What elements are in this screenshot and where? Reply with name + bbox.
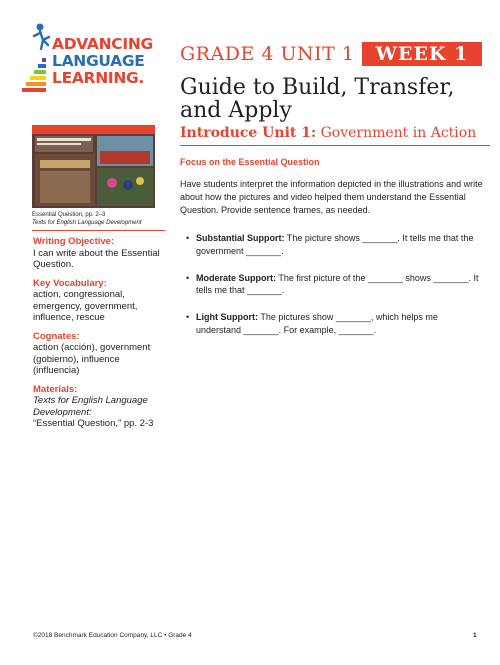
list-item	[186, 311, 481, 337]
key-vocabulary-text: action, congressional, emergency, government, influence, rescue	[33, 289, 138, 323]
logo-stairs-icon	[14, 18, 54, 110]
key-vocabulary-label: Key Vocabulary:	[33, 277, 107, 289]
page-title: Guide to Build, Transfer, and Apply	[180, 75, 455, 123]
list-item	[186, 272, 481, 298]
subtitle-rest: Government in Action	[316, 125, 477, 141]
materials-title: Texts for English Language Development:	[33, 395, 148, 418]
week-badge: WEEK 1	[362, 42, 482, 66]
grade-unit-label: GRADE 4 UNIT 1	[180, 43, 355, 65]
page-subtitle	[180, 125, 490, 141]
list-item	[186, 232, 481, 258]
advancing-language-learning-logo	[14, 18, 164, 110]
materials-label: Materials:	[33, 383, 78, 395]
logo-text-learning: LEARNING.	[52, 69, 145, 87]
sidebar	[33, 236, 161, 430]
cognates-label: Cognates:	[33, 330, 80, 342]
writing-objective-text: I can write about the Essential Question.	[33, 247, 160, 270]
cognates-text: action (acción), government (gobierno), influence (influencia)	[33, 342, 151, 376]
materials-reference: “Essential Question,” pp. 2-3	[33, 418, 154, 429]
subtitle-divider	[180, 145, 490, 146]
support-list	[186, 232, 481, 351]
sentence-frame: The pictures show _______, which helps me understand _______. For example, _______.	[196, 312, 438, 335]
footer-copyright: ©2018 Benchmark Education Company, LLC • Grade 4	[33, 632, 192, 639]
thumbnail-caption	[32, 212, 162, 227]
caption-line-2: Texts for English Language Development	[32, 219, 142, 226]
support-level-label: Substantial Support:	[196, 233, 285, 243]
logo-text-advancing: ADVANCING	[52, 35, 153, 53]
logo-text-language: LANGUAGE	[52, 52, 145, 70]
thumbnail-illustration	[32, 125, 155, 208]
writing-objective-label: Writing Objective:	[33, 236, 115, 247]
support-level-label: Light Support:	[196, 312, 258, 323]
intro-paragraph: Have students interpret the information depicted in the illustrations and write about how the pictures and video helped them understand the Essential Question. Provide sentence frames, as needed.	[180, 179, 483, 215]
sentence-frame: The picture shows _______. It tells me that the government _______.	[196, 233, 474, 256]
caption-line-1: Essential Question, pp. 2–3	[32, 212, 106, 218]
grade-unit-week-header	[180, 42, 490, 66]
focus-heading: Focus on the Essential Question	[180, 157, 320, 167]
subtitle-bold: Introduce Unit 1:	[180, 125, 317, 141]
essential-question-thumbnail	[32, 125, 155, 208]
page-number: 1	[473, 632, 477, 639]
sidebar-divider	[32, 230, 165, 231]
sentence-frame: The first picture of the _______ shows _______. It tells me that _______.	[196, 272, 479, 296]
support-level-label: Moderate Support:	[196, 272, 276, 283]
